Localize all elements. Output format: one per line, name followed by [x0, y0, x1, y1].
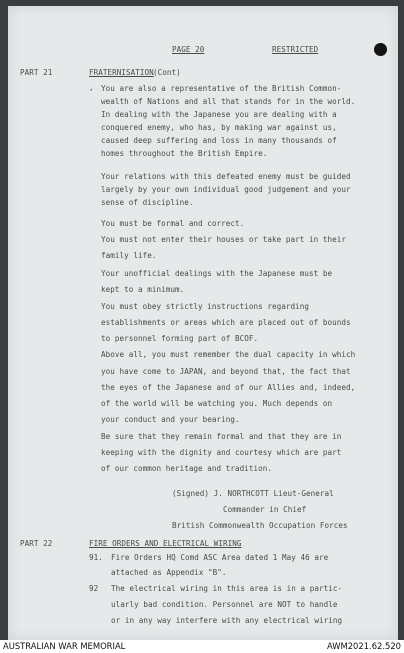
text-line: sense of discipline.: [101, 198, 194, 207]
item-number: 91.: [89, 553, 103, 562]
margin-mark: ,: [89, 83, 94, 92]
text-line: You must obey strictly instructions regarding: [101, 302, 309, 311]
punch-hole: [374, 43, 387, 56]
text-line: The electrical wiring in this area is in a partic-: [111, 584, 343, 593]
text-line: homes throughout the British Empire.: [101, 149, 268, 158]
signature-line: (Signed) J. NORTHCOTT Lieut-General: [172, 489, 334, 498]
text-line: largely by your own individual good judgement and your: [101, 185, 351, 194]
archive-footer: [0, 640, 404, 653]
text-line: Your unofficial dealings with the Japanese must be: [101, 269, 333, 278]
text-line: Be sure that they remain formal and that they are in: [101, 432, 342, 441]
text-line: kept to a minimum.: [101, 285, 185, 294]
archive-reference: AWM2021.62.520: [326, 641, 401, 651]
text-line: wealth of Nations and all that stands for in the world.: [101, 97, 356, 106]
text-line: In dealing with the Japanese you are dealing with a: [101, 110, 337, 119]
part-21-label: PART 21: [20, 68, 53, 77]
part-22-label: PART 22: [20, 539, 53, 548]
text-line: you have come to JAPAN, and beyond that, the fact that: [101, 367, 351, 376]
text-line: Above all, you must remember the dual capacity in which: [101, 350, 356, 359]
text-line: the eyes of the Japanese and of our Allies and, indeed,: [101, 383, 356, 392]
text-line: establishments or areas which are placed out of bounds: [101, 318, 351, 327]
text-line: attached as Appendix "B".: [111, 568, 227, 577]
text-line: ularly bad condition. Personnel are NOT to handle: [111, 600, 338, 609]
text-line: of the world will be watching you. Much depends on: [101, 399, 333, 408]
archive-name: AUSTRALIAN WAR MEMORIAL: [3, 641, 126, 651]
classification-marking: RESTRICTED: [272, 45, 319, 54]
text-line: conquered enemy, who has, by making war against us,: [101, 123, 337, 132]
part-21-heading: FRATERNISATION: [89, 68, 154, 77]
text-line: You must be formal and correct.: [101, 219, 245, 228]
paper-sheet: [8, 6, 398, 640]
text-line: Fire Orders HQ Comd ASC Area dated 1 May 46 are: [111, 553, 329, 562]
text-line: or in any way interfere with any electrical wiring: [111, 616, 343, 625]
signature-title: Commander in Chief: [223, 505, 307, 514]
text-line: You are also a representative of the British Common-: [101, 84, 342, 93]
text-line: keeping with the dignity and courtesy which are part: [101, 448, 342, 457]
part-21-heading-suffix: (Cont): [153, 68, 181, 77]
text-line: caused deep suffering and loss in many thousands of: [101, 136, 337, 145]
text-line: of our common heritage and tradition.: [101, 464, 273, 473]
page-number: PAGE 20: [172, 45, 205, 54]
part-22-heading: FIRE ORDERS AND ELECTRICAL WIRING: [89, 539, 242, 548]
text-line: You must not enter their houses or take part in their: [101, 235, 346, 244]
text-line: family life.: [101, 251, 157, 260]
signature-command: British Commonwealth Occupation Forces: [172, 521, 348, 530]
text-line: to personnel forming part of BCOF.: [101, 334, 259, 343]
text-line: your conduct and your bearing.: [101, 415, 240, 424]
item-number: 92: [89, 584, 99, 593]
text-line: Your relations with this defeated enemy must be guided: [101, 172, 351, 181]
